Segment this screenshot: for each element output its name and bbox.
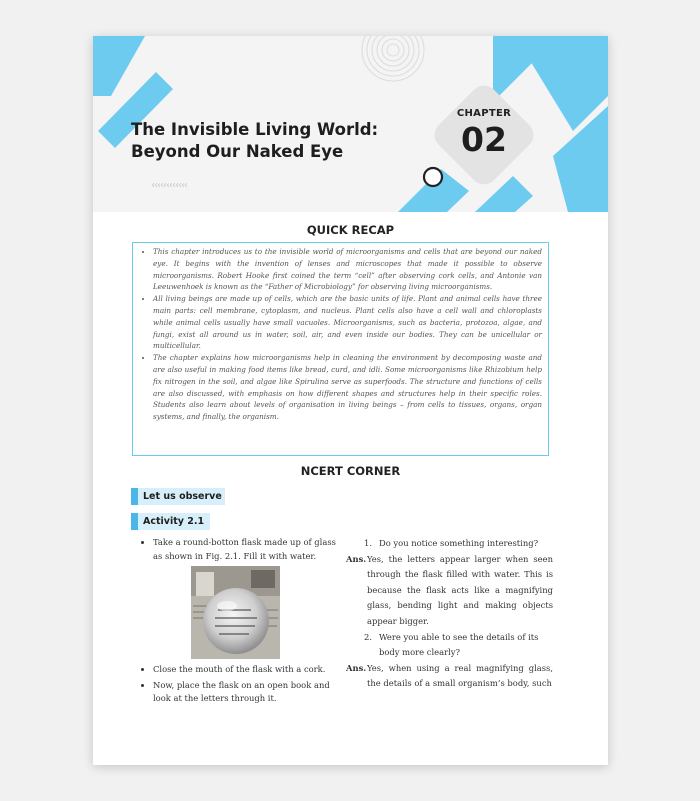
- answer-label: Ans.: [346, 662, 367, 673]
- questions-answers: [346, 536, 553, 692]
- flask-on-book-photo: [191, 566, 280, 659]
- book-page: [93, 36, 608, 765]
- answer-1: [346, 552, 553, 630]
- chapter-title: [131, 119, 391, 163]
- chapter-number: 02: [461, 120, 507, 159]
- chevron-arrows-icon: ‹‹‹‹‹‹‹‹‹‹‹‹: [151, 180, 187, 191]
- question-number: 1.: [364, 538, 372, 548]
- chapter-header: [93, 36, 608, 212]
- recap-point: • This chapter introduces us to the invisible world of microorganisms and cells that are beyond our naked eye. It begins with the invention of lenses and microscopes that made it possible to observe microorganisms. Robert Hooke first coined the term “cell” after observing cork cells, and Antonie van Leeuwenhoek is known as the “Father of Microbiology” for observing living microorganisms.: [153, 246, 542, 293]
- chapter-title-line-2: Beyond Our Naked Eye: [131, 142, 344, 161]
- question-1: [346, 536, 553, 552]
- chapter-title-line-1: The Invisible Living World:: [131, 120, 379, 139]
- activity-tag: Activity 2.1: [131, 513, 210, 530]
- recap-point: • The chapter explains how microorganisms help in cleaning the environment by decomposing waste and are also useful in making food items like bread, curd, and idli. Some microorganisms like Rhizobium help fix nitrogen in the soil, and algae like Spirulina serve as superfoods. The structure and functions of cells are also discussed, with emphasis on how different shapes and structures help in their specific roles. Students also learn about levels of organisation in living beings – from cells to tissues, organs, organ systems, and finally, the organism.: [153, 352, 542, 423]
- activity-step: • Take a round-botton flask made up of glass as shown in Fig. 2.1. Fill it with water.: [153, 536, 343, 563]
- question-text: Were you able to see the details of its body more clearly?: [379, 631, 539, 658]
- question-number: 2.: [364, 631, 372, 642]
- recap-point: • All living beings are made up of cells, which are the basic units of life. Plant and animal cells have three main parts: cell membrane, cytoplasm, and nucleus. Plant cells also have a cell wall and chloroplasts while animal cells usually have small vacuoles. Microorganisms, such as bacteria, protozoa, algae, and fungi, exist all around us in water, soil, air, and even inside our bodies. They can be unicellular or multicellular.: [153, 293, 542, 352]
- activity-step: • Now, place the flask on an open book and look at the letters through it.: [153, 679, 343, 706]
- let-us-observe-tag: Let us observe: [131, 488, 225, 505]
- answer-label: Ans.: [346, 553, 367, 564]
- answer-2: [346, 661, 553, 692]
- answer-text: Yes, when using a real magnifying glass, the details of a small organism’s body, such: [367, 662, 553, 689]
- ncert-corner-heading: NCERT CORNER: [300, 464, 401, 478]
- question-2: [346, 630, 553, 661]
- activity-step: • Close the mouth of the flask with a cork.: [153, 663, 343, 677]
- answer-text: Yes, the letters appear larger when seen through the flask filled with water. This is because the flask acts like a magnifying glass, bending light and making objects appear bigger.: [367, 553, 553, 626]
- recap-list: [139, 246, 542, 423]
- quick-recap-box: [132, 242, 549, 456]
- quick-recap-heading: QUICK RECAP: [306, 223, 395, 237]
- chapter-label: CHAPTER: [456, 108, 512, 119]
- question-text: Do you notice something interesting?: [379, 538, 539, 548]
